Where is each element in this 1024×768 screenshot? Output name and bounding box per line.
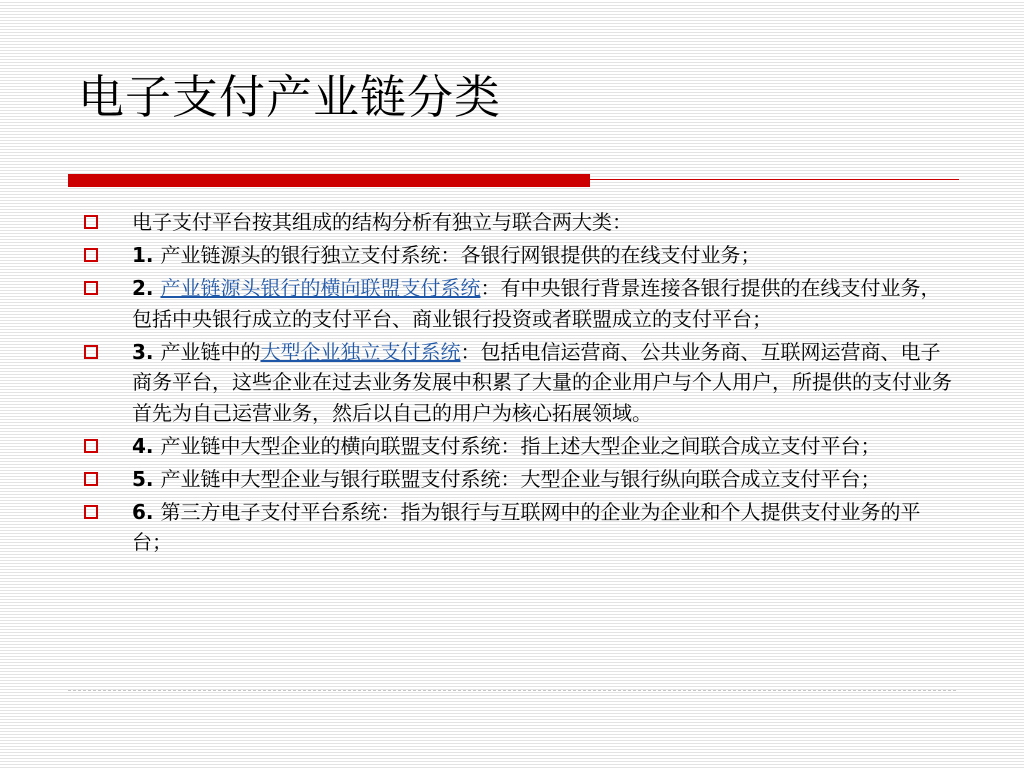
bullet-number: 5 — [132, 466, 146, 491]
bullet-item-1 — [82, 240, 957, 271]
bullet-item-5 — [82, 464, 957, 495]
hollow-square-icon — [84, 215, 98, 229]
bullet-separator: . — [145, 433, 161, 458]
hollow-square-icon — [84, 248, 98, 262]
bullet-separator: . — [145, 466, 161, 491]
bullet-item-2 — [82, 273, 957, 334]
bullet-text: 产业链中大型企业的横向联盟支付系统：指上述大型企业之间联合成立支付平台； — [160, 433, 881, 458]
hollow-square-icon — [84, 505, 98, 519]
enterprise-payment-link[interactable]: 大型企业独立支付系统 — [260, 339, 461, 364]
title-underline-thick — [68, 174, 590, 187]
bullet-text: 产业链源头的银行独立支付系统：各银行网银提供的在线支付业务； — [160, 243, 761, 267]
bullet-number: 4 — [132, 433, 146, 458]
bullet-number: 2 — [132, 276, 146, 300]
bullet-item-6 — [82, 497, 957, 558]
bullet-separator: . — [145, 243, 161, 267]
bullet-separator: . — [145, 276, 161, 300]
title-underline-thin — [590, 179, 959, 180]
bullet-number: 3 — [132, 339, 146, 364]
bullet-list — [82, 207, 957, 560]
bullet-prefix: 产业链中的 — [160, 339, 261, 364]
hollow-square-icon — [84, 439, 98, 453]
bullet-number: 6 — [132, 499, 146, 524]
hollow-square-icon — [84, 472, 98, 486]
hollow-square-icon — [84, 345, 98, 359]
hollow-square-icon — [84, 281, 98, 295]
bullet-item-4 — [82, 431, 957, 462]
footer-divider — [68, 690, 956, 691]
bank-alliance-payment-link[interactable]: 产业链源头银行的横向联盟支付系统 — [160, 276, 481, 300]
bullet-text: 第三方电子支付平台系统：指为银行与互联网中的企业为企业和个人提供支付业务的平台； — [132, 499, 921, 554]
bullet-text: ：包括电信运营商、公共业务商、互联网运营商、电子商务平台，这些企业在过去业务发展中积累了大量的企业用户与个人用户，所提供的支付业务首先为自己运营业务，然后以自己的用户为核心拓展领域。 — [132, 339, 952, 425]
bullet-number: 1 — [132, 243, 146, 267]
slide-title: 电子支付产业链分类 — [78, 70, 501, 124]
bullet-text: ：有中央银行背景连接各银行提供的在线支付业务，包括中央银行成立的支付平台、商业银行投资或者联盟成立的支付平台； — [132, 276, 941, 331]
bullet-text: 产业链中大型企业与银行联盟支付系统：大型企业与银行纵向联合成立支付平台； — [160, 466, 881, 491]
bullet-item-3 — [82, 337, 957, 429]
bullet-separator: . — [145, 499, 161, 524]
bullet-item-intro — [82, 207, 957, 238]
bullet-text: 电子支付平台按其组成的结构分析有独立与联合两大类： — [132, 210, 632, 234]
bullet-separator: . — [145, 339, 161, 364]
